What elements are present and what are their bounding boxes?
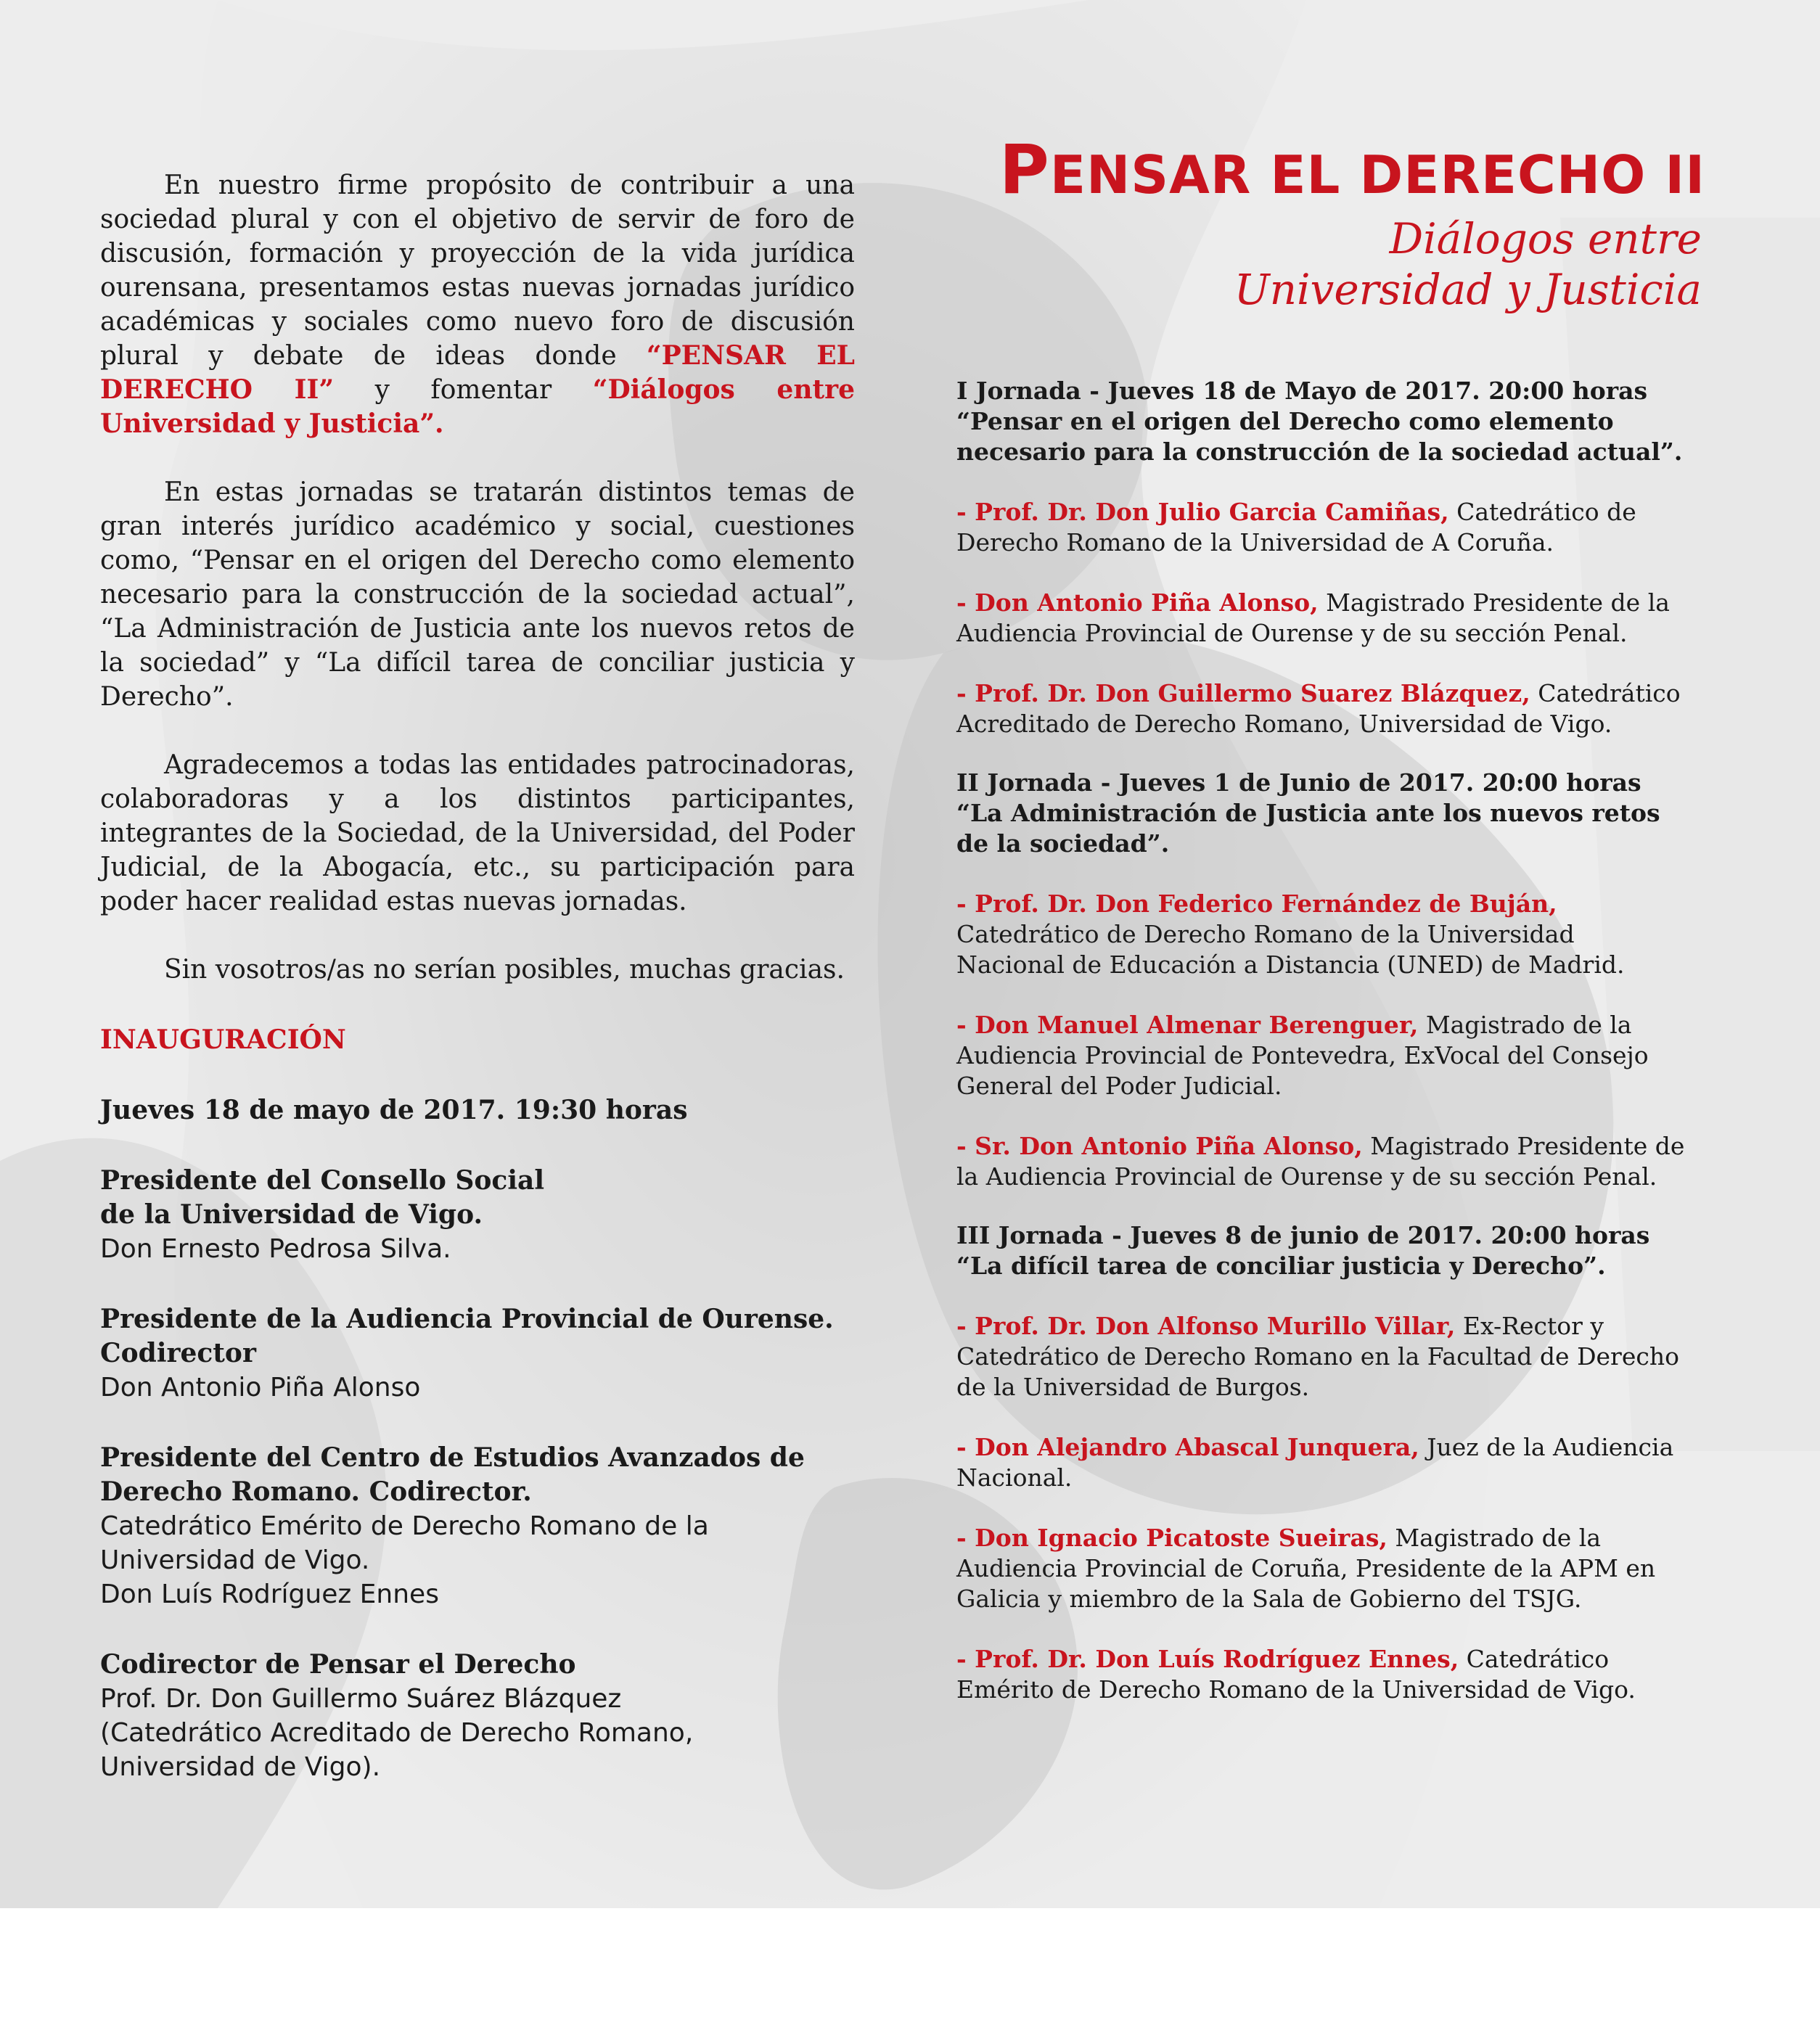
guest-role: Derecho Romano. Codirector. xyxy=(100,1476,532,1507)
speaker xyxy=(956,1311,1740,1402)
speaker-desc: Magistrado Presidente de la xyxy=(1318,588,1670,617)
jornada-topic: necesario para la construcción de la sociedad actual”. xyxy=(956,438,1683,466)
speaker-name: - Sr. Don Antonio Piña Alonso, xyxy=(956,1132,1363,1160)
dialogue-highlight: “Diálogos entre Universidad y Justicia”. xyxy=(100,374,855,439)
speaker-desc: Catedrático xyxy=(1459,1645,1610,1673)
guest-3 xyxy=(100,1441,855,1611)
jornada-heading: II Jornada - Jueves 1 de Junio de 2017. 20:00 horas xyxy=(956,768,1641,797)
speaker xyxy=(956,1010,1740,1101)
inauguration-date: Jueves 18 de mayo de 2017. 19:30 horas xyxy=(100,1095,688,1125)
speaker-desc: Magistrado Presidente de xyxy=(1362,1132,1685,1160)
jornada-3 xyxy=(956,1220,1740,1705)
program-column xyxy=(956,376,1740,1705)
intro-paragraph-2: En estas jornadas se tratarán distintos temas de gran interés jurídico académico y social, cuestiones como, “Pensar en el origen del Derecho como elemento necesario para la construcción de la sociedad actual”, “La Administración de Justicia ante los nuevos retos de la sociedad” y “La difícil tarea de conciliar justicia y Derecho”. xyxy=(100,477,855,712)
speaker xyxy=(956,497,1740,558)
intro-text-mid: y fomentar xyxy=(334,375,593,405)
jornada-topic: “La difícil tarea de conciliar justicia y Derecho”. xyxy=(956,1252,1606,1280)
speaker-desc: Magistrado de la xyxy=(1387,1524,1602,1552)
speaker xyxy=(956,588,1740,649)
intro-text: En nuestro firme propósito de contribuir a una sociedad plural y con el objetivo de servir de foro de discusión, formación y proyección de la vida jurídica ourensana, presentamos estas nuevas jornadas jurídico académicas y sociales como nuevo foro de discusión plural y debate de ideas donde xyxy=(100,171,855,371)
guest-detail: Catedrático Emérito de Derecho Romano de la xyxy=(100,1511,709,1541)
speaker-desc: Nacional de Educación a Distancia (UNED) de Madrid. xyxy=(956,950,1625,979)
guest-detail: Universidad de Vigo). xyxy=(100,1752,381,1782)
jornada-heading: I Jornada - Jueves 18 de Mayo de 2017. 20:00 horas xyxy=(956,377,1648,405)
page-title xyxy=(951,131,1705,215)
speaker-desc: Juez de la Audiencia xyxy=(1419,1433,1674,1461)
page-subtitle xyxy=(951,213,1702,315)
speaker-name: - Prof. Dr. Don Alfonso Murillo Villar, xyxy=(956,1312,1456,1340)
speaker xyxy=(956,678,1740,739)
speaker-desc: Ex-Rector y xyxy=(1455,1312,1604,1340)
speaker-desc: Nacional. xyxy=(956,1463,1073,1492)
guest-role: de la Universidad de Vigo. xyxy=(100,1199,483,1230)
speaker-desc: Catedrático de Derecho Romano en la Facultad de Derecho xyxy=(956,1342,1679,1371)
speaker-desc: Galicia y miembro de la Sala de Gobierno del TSJG. xyxy=(956,1585,1582,1613)
speaker-name: - Don Manuel Almenar Berenguer, xyxy=(956,1011,1419,1039)
left-column xyxy=(100,168,855,1784)
intro-paragraph-4: Sin vosotros/as no serían posibles, muchas gracias. xyxy=(164,955,845,985)
speaker-desc: Derecho Romano de la Universidad de A Coruña. xyxy=(956,528,1554,556)
speaker xyxy=(956,1131,1740,1192)
speaker-name: - Prof. Dr. Don Luís Rodríguez Ennes, xyxy=(956,1645,1459,1673)
guest-4 xyxy=(100,1648,855,1784)
jornada-heading: III Jornada - Jueves 8 de junio de 2017. 20:00 horas xyxy=(956,1221,1650,1249)
speaker-name: - Prof. Dr. Don Julio Garcia Camiñas, xyxy=(956,498,1449,526)
guest-role: Presidente de la Audiencia Provincial de Ourense. xyxy=(100,1304,834,1334)
speaker-name: - Don Antonio Piña Alonso, xyxy=(956,588,1319,617)
guest-role: Codirector de Pensar el Derecho xyxy=(100,1649,576,1680)
guest-name: Don Luís Rodríguez Ennes xyxy=(100,1580,439,1609)
jornada-topic: “Pensar en el origen del Derecho como elemento xyxy=(956,407,1614,435)
speaker-desc: Magistrado de la xyxy=(1418,1011,1632,1039)
speaker xyxy=(956,1432,1740,1493)
guest-detail: (Catedrático Acreditado de Derecho Romano, xyxy=(100,1718,694,1748)
subtitle-line-1: Diálogos entre xyxy=(1389,214,1702,263)
guest-2 xyxy=(100,1302,855,1405)
speaker-name: - Prof. Dr. Don Federico Fernández de Buján, xyxy=(956,890,1557,918)
speaker-desc: Catedrático xyxy=(1530,679,1681,707)
guest-name: Don Antonio Piña Alonso xyxy=(100,1373,421,1402)
speaker-desc: Audiencia Provincial de Pontevedra, ExVocal del Consejo xyxy=(956,1041,1649,1069)
speaker-name: - Don Ignacio Picatoste Sueiras, xyxy=(956,1524,1387,1552)
speaker-desc: Catedrático de xyxy=(1448,498,1636,526)
speaker-desc: General del Poder Judicial. xyxy=(956,1072,1282,1100)
speaker xyxy=(956,1644,1740,1705)
guest-detail: Universidad de Vigo. xyxy=(100,1545,370,1575)
guest-1 xyxy=(100,1164,855,1266)
jornada-topic: “La Administración de Justicia ante los nuevos retos xyxy=(956,799,1660,827)
jornada-1 xyxy=(956,376,1740,739)
guest-name: Don Ernesto Pedrosa Silva. xyxy=(100,1234,451,1264)
speaker-desc: Catedrático de Derecho Romano de la Universidad xyxy=(956,920,1575,948)
speaker-desc: Emérito de Derecho Romano de la Universidad de Vigo. xyxy=(956,1675,1636,1704)
title-initial: P xyxy=(999,131,1050,210)
speaker-desc: de la Universidad de Burgos. xyxy=(956,1373,1310,1401)
event-name-highlight: “PENSAR EL DERECHO II” xyxy=(100,340,855,405)
guest-name: Prof. Dr. Don Guillermo Suárez Blázquez xyxy=(100,1684,622,1714)
guest-role: Codirector xyxy=(100,1338,256,1368)
guest-role: Presidente del Centro de Estudios Avanzados de xyxy=(100,1442,805,1473)
speaker-desc: la Audiencia Provincial de Ourense y de su sección Penal. xyxy=(956,1162,1657,1191)
inauguration-heading: INAUGURACIÓN xyxy=(100,1024,346,1055)
speaker xyxy=(956,1523,1740,1614)
jornada-topic: de la sociedad”. xyxy=(956,829,1170,858)
intro-paragraph-3: Agradecemos a todas las entidades patrocinadoras, colaboradoras y a los distintos participantes, integrantes de la Sociedad, de la Universidad, del Poder Judicial, de la Abogacía, etc., su participación para poder hacer realidad estas nuevas jornadas. xyxy=(100,750,855,916)
speaker-desc: Audiencia Provincial de Ourense y de su sección Penal. xyxy=(956,619,1628,647)
speaker xyxy=(956,889,1740,980)
speaker-desc: Audiencia Provincial de Coruña, Presidente de la APM en xyxy=(956,1554,1656,1582)
speaker-name: - Don Alejandro Abascal Junquera, xyxy=(956,1433,1419,1461)
speaker-desc: Acreditado de Derecho Romano, Universidad de Vigo. xyxy=(956,710,1612,738)
guest-role: Presidente del Consello Social xyxy=(100,1165,544,1196)
subtitle-line-2: Universidad y Justicia xyxy=(1234,265,1702,314)
speaker-name: - Prof. Dr. Don Guillermo Suarez Blázquez, xyxy=(956,679,1530,707)
jornada-2 xyxy=(956,768,1740,1192)
title-rest: ENSAR EL DERECHO II xyxy=(1049,144,1705,205)
intro-paragraph-1 xyxy=(100,168,855,441)
